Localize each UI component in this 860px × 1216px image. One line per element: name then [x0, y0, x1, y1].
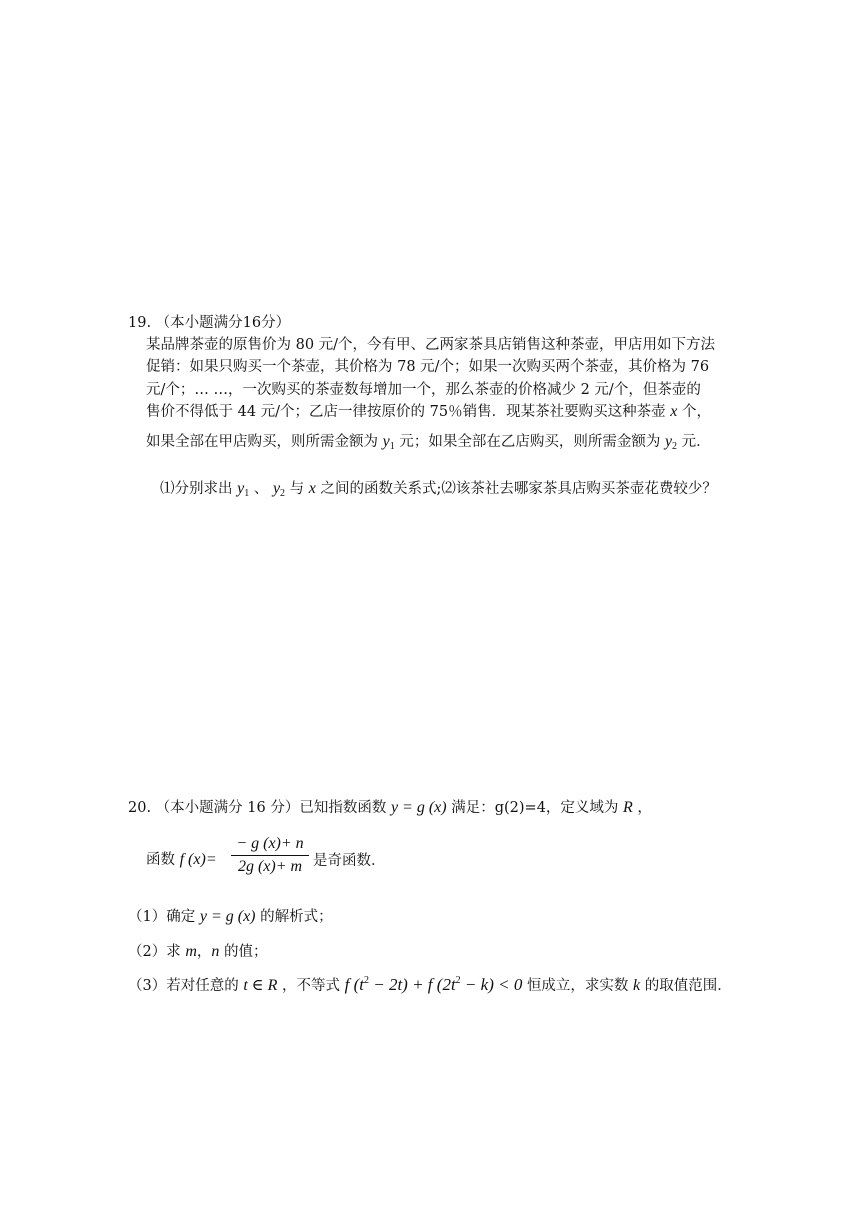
q19-header: 19. （本小题满分16分） [128, 315, 291, 331]
q20-func-a: 函数 [146, 852, 175, 868]
q20-p3-b: ，不等式 [282, 978, 341, 994]
q20-p3-c: 恒成立，求实数 [526, 978, 629, 994]
q20-header-a: 20. （本小题满分 16 分）已知指数函数 [128, 800, 387, 816]
q20-p2-a: （2）求 [128, 944, 181, 960]
q20-func-tail: 是奇函数． [313, 853, 386, 869]
q20-p3-d: 的取值范围． [644, 978, 732, 994]
q19-line-4 [146, 400, 711, 421]
math-R: R [623, 799, 633, 816]
q20-part-1 [128, 905, 333, 926]
q19-line-4-end: 个， [681, 404, 711, 420]
var-y1: $y_1$ [237, 480, 250, 499]
q20-header-b: 满足：g(2)=4，定义域为 [451, 800, 619, 816]
math-t-in-R: t ∈ R [243, 977, 278, 994]
var-x: x [308, 480, 316, 497]
math-k: k [633, 977, 641, 994]
fraction-denominator: 2g (x)+ m [237, 858, 303, 875]
math-y-eq-gx: y = g (x) [390, 799, 447, 816]
q20-p3-a: （3）若对任意的 [128, 978, 239, 994]
fraction-numerator: − g (x)+ n [236, 835, 304, 852]
q19-line-3: 元/个；… …，一次购买的茶壶数每增加一个，那么茶壶的价格减少 2 元/个，但茶壶的 [146, 382, 701, 398]
q19-line-2: 促销：如果只购买一个茶壶，其价格为 78 元/个；如果一次购买两个茶壶，其价格为 76 [146, 359, 710, 375]
math-inequality: f $(t^2 - 2t) + f$ $(2t^2 - k) < 0$ [344, 975, 523, 994]
q20-part-3 [128, 974, 732, 995]
var-y1: $y_1$ [382, 433, 395, 452]
q20-p1-b: 的解析式； [260, 909, 333, 925]
math-n: n [211, 943, 220, 960]
q19-line-5-b: 元；如果全部在乙店购买，则所需金额为 [399, 434, 661, 450]
q19-line-6-a: ⑴分别求出 [160, 481, 233, 497]
q20-p2-sep: ， [196, 944, 212, 960]
q20-func-label [146, 848, 217, 869]
math-m: m [185, 943, 197, 960]
q20-header [128, 796, 652, 817]
q19-line-6-c: 之间的函数关系式;⑵该茶社去哪家茶具店购买茶壶花费较少？ [320, 481, 717, 497]
q20-p1-a: （1）确定 [128, 909, 196, 925]
q20-part-2 [128, 940, 268, 961]
q20-p2-b: 的值； [224, 944, 268, 960]
q20-header-c: ， [637, 800, 652, 816]
q19-line-5-a: 如果全部在甲店购买，则所需金额为 [146, 434, 378, 450]
var-y2: $y_2$ [272, 480, 286, 499]
q19-line-6-b: 与 [289, 481, 305, 497]
math-y-eq-gx: y = g (x) [199, 908, 256, 925]
q19-line-5-c: 元． [681, 434, 711, 450]
q19-line-1: 某品牌茶壶的原售价为 80 元/个，今有甲、乙两家茶具店销售这种茶壶，甲店用如下方法 [146, 337, 716, 353]
q19-line-6 [160, 477, 717, 499]
var-y2: $y_2$ [664, 433, 678, 452]
q19-line-6-sep: 、 [253, 481, 269, 497]
q19-line-4-text: 售价不得低于 44 元/个；乙店一律按原价的 75％销售．现某茶社要购买这种茶壶 [146, 404, 666, 420]
math-fx: f (x)= [179, 851, 217, 868]
q20-fraction [229, 833, 311, 878]
q19-line-5 [146, 430, 711, 452]
var-x: x [670, 403, 678, 420]
